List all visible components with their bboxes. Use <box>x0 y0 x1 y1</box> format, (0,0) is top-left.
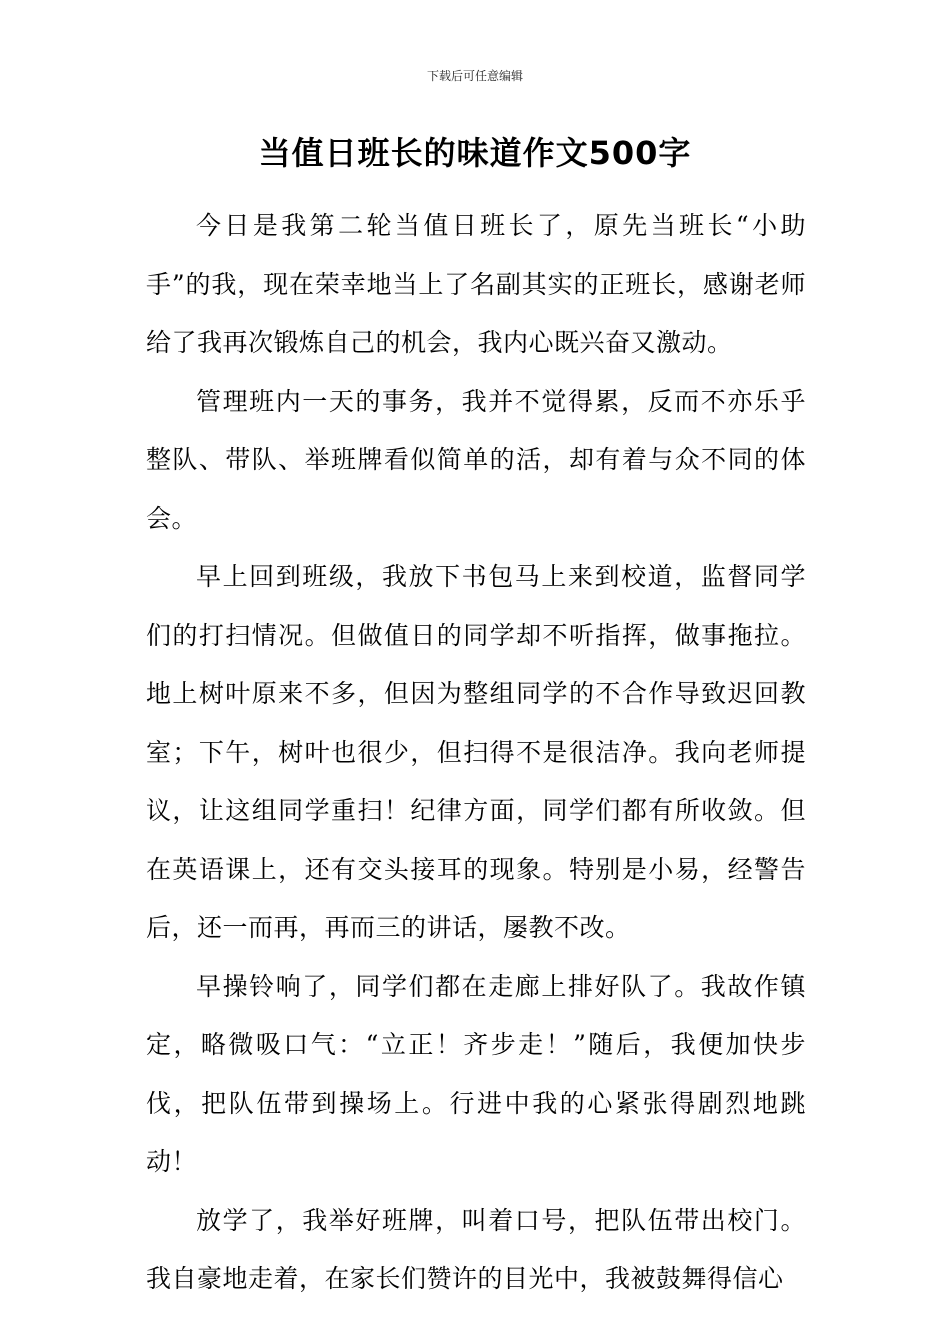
paragraph-1: 今日是我第二轮当值日班长了，原先当班长“小助手”的我，现在荣幸地当上了名副其实的正班长，感谢老师给了我再次锻炼自己的机会，我内心既兴奋又激动。 <box>146 211 806 357</box>
page-title: 当值日班长的味道作文500字 <box>258 134 692 172</box>
paragraph-5: 放学了，我举好班牌，叫着口号，把队伍带出校门。我自豪地走着，在家长们赞许的目光中，我被鼓舞得信心 <box>146 1205 806 1293</box>
paragraph-4: 早操铃响了，同学们都在走廊上排好队了。我故作镇定，略微吸口气：“立正！齐步走！”随后，我便加快步伐，把队伍带到操场上。行进中我的心紧张得剧烈地跳动！ <box>146 971 806 1176</box>
essay-body <box>146 197 806 1309</box>
header-note: 下载后可任意编辑 <box>426 69 523 83</box>
paragraph-2: 管理班内一天的事务，我并不觉得累，反而不亦乐乎整队、带队、举班牌看似简单的活，却有着与众不同的体会。 <box>146 386 806 533</box>
paragraph-3: 早上回到班级，我放下书包马上来到校道，监督同学们的打扫情况。但做值日的同学却不听指挥，做事拖拉。地上树叶原来不多，但因为整组同学的不合作导致迟回教室；下午，树叶也很少，但扫得不是很洁净。我向老师提议，让这组同学重扫！纪律方面，同学们都有所收敛。但在英语课上，还有交头接耳的现象。特别是小易，经警告后，还一而再，再而三的讲话，屡教不改。 <box>146 562 806 942</box>
